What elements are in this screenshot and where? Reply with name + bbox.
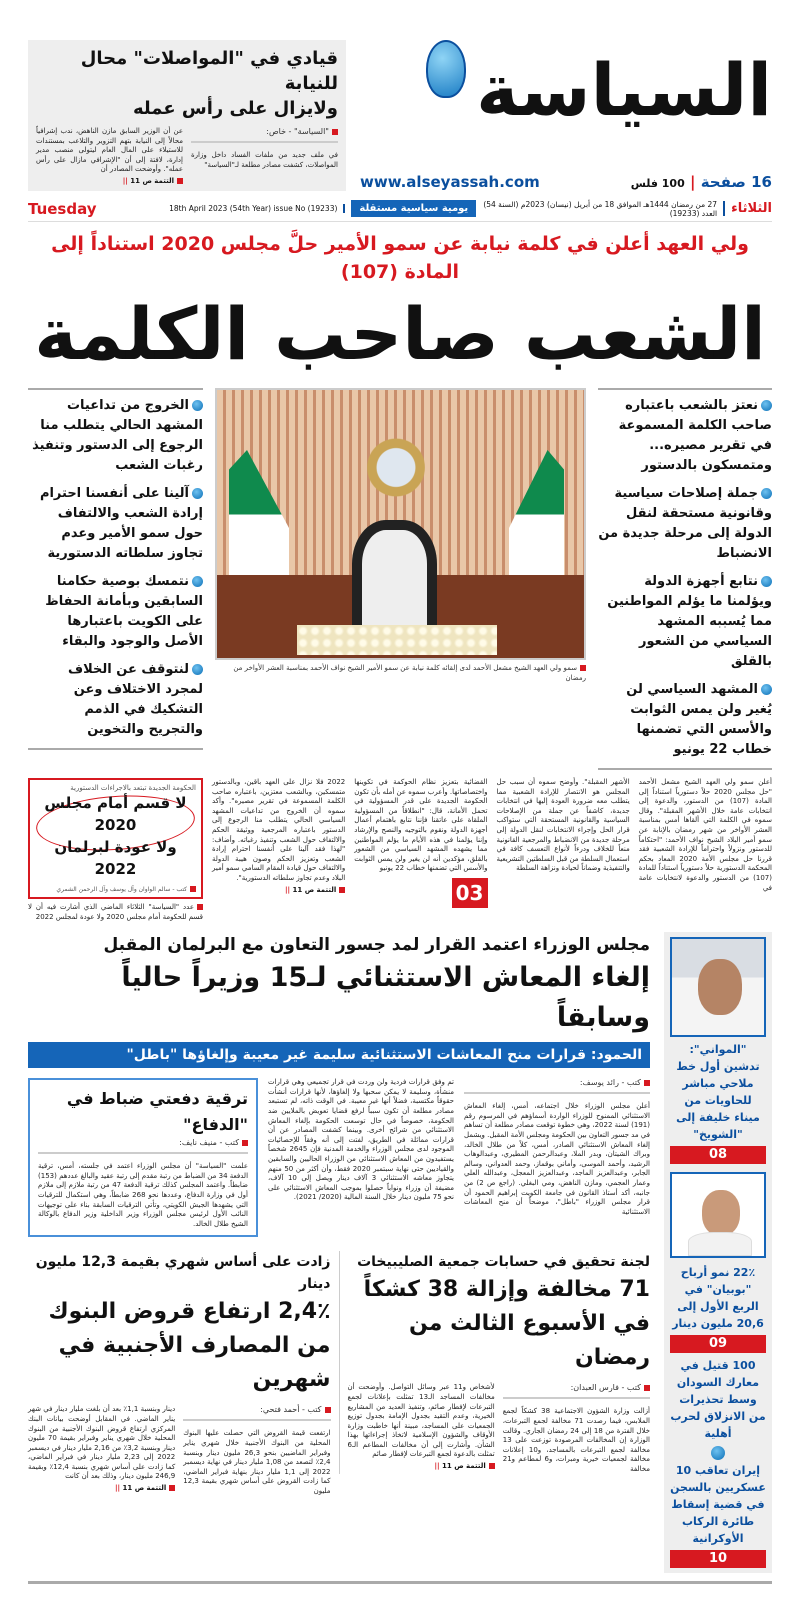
bullet-item: آلينا على أنفسنا احترام إرادة الشعب والالتفاف حول سمو الأمير وعدم تجاوز سلطاته الدستورية [39, 485, 203, 561]
kiosks-byline: كتب - فارس العبدان: [503, 1383, 650, 1399]
logo-wordmark: السياسة [476, 48, 772, 132]
archive-byline: كتب - سالم الواوان وآل يوسف وآل الرحمن الشمري [35, 886, 196, 893]
kiosks-continued[interactable]: التتمة ص 11 || [348, 1462, 495, 1470]
kiosks-body-col-1: أزالت وزارة الشؤون الاجتماعية 38 كشكاً لجمع الملابس، فيما رصدت 71 مخالفة لجمع التبرعات، خلال الفترة من 18 إلى 24 رمضان الجاري. وقالت الوزارة إن المخالفات المرصودة توزعت على 13 مخالفة لجمع التبرعات بالمساجد، و10 إعلانات مخالفة لجمعيات خيرية ومبرات، و6 لمطاعم و21 مخالفة [502, 1407, 650, 1473]
bullet-item: نتمسك بوصية حكامنا السابقين وبأمانة الحفاظ على الكويت باعتبارها الأصل والوجود والبقاء [45, 573, 203, 649]
lead-body-col-4: 2022 فلا نزال على العهد باقين، وبالدستور متمسكين، وبالشعب معتزين، باعتباره صاحب الكلمة المسموعة في تقرير مصيره". وأكد سموه أن الخروج من تداعيات المشهد السياسي الحالي يتطلب منا الرجوع إلى الدستور باعتباره المرجعية ووثيقة الحكم والالتفاف حول الشعب وتنفيذ رغباته. وأضاف: "لهذا فقد آلينا على أنفسنا احترام إرادة الشعب وتعزيز الحكم وصون هيبة الدولة والالتفاف حول قيادة المقام السامي سمو أمير البلاد وعدم تجاوز سلطاته الدستورية". [212, 777, 346, 882]
page-badge-08[interactable]: 08 [670, 1146, 766, 1164]
loans-story [28, 1251, 339, 1496]
globe-bullet-icon [761, 488, 772, 499]
lead-continued[interactable]: التتمة ص 11 || [212, 886, 345, 894]
person [352, 520, 437, 630]
defense-box[interactable] [28, 1078, 258, 1237]
globe-bullet-icon [192, 576, 203, 587]
page-badge-10[interactable]: 10 [670, 1550, 766, 1568]
sidebar [664, 932, 772, 1573]
bullet-item: جملة إصلاحات سياسية وقانونية مستحقة لنقل الدولة إلى مرحلة جديدة من الانضباط [598, 485, 772, 561]
teaser-body-right: في ملف جديد من ملفات الفساد داخل وزارة المواصلات، كشفت مصادر مطلعة لـ"السياسة" [191, 151, 338, 169]
kiosks-kicker[interactable]: لجنة تحقيق في حسابات جمعية الصليبيخات [357, 1254, 650, 1271]
bullet-item: لنتوقف عن الخلاف لمجرد الاختلاف وعن التشكيك في الذمم والتجريح والتخوين [68, 661, 203, 737]
teaser-body-left: عن أن الوزير السابق مازن الناهض، ندب إشرافياً محالاً إلى النيابة بتهم التزوير والتلاعب بمستندات للاستيلاء على المال العام ليتولى منصب مدير إدارة، لافتة إلى أن "الإشرافي مازال على رأس عمله". وأوضحت المصادر أن [36, 127, 183, 174]
masthead [28, 40, 772, 191]
flowers [297, 625, 497, 655]
loans-body-col-2: دينار وبنسبة 1,1٪ بعد أن بلغت مليار دينار في شهر يناير الماضي. في المقابل أوضحت بيانات البنك المركزي ارتفاع قروض البنوك الأجنبية من البنوك المحلية خلال شهري يناير وفبراير بقيمة 70 مليون دينار وبنسبة 3,2٪ من 2,16 مليار دينار في ديسمبر 2022 إلى 2,23 مليار دينار في فبراير الماضي، كما زادت على أساس شهري بنسبة 12,4٪ وبقيمة 246,9 مليون دينار، وذلك بعد أن كانت [28, 1405, 176, 1481]
page-badge-09[interactable]: 09 [670, 1335, 766, 1353]
bullets-right [598, 388, 772, 770]
photo-caption: سمو ولي العهد الشيخ مشعل الأحمد لدى إلقائه كلمة نيابة عن سمو الأمير الشيخ نواف الأحمد بمناسبة العشر الأواخر من رمضان [233, 663, 586, 682]
pension-headline[interactable]: إلغاء المعاش الاستثنائي لـ15 وزيراً حالياً وسابقاً [121, 962, 650, 1034]
falcon-logo-icon [426, 40, 466, 98]
sidebar-item-3[interactable]: 100 قتيل في معارك السودان وسط تحذيرات من الانزلاق لحرب أهلية [670, 1359, 766, 1441]
loans-kicker[interactable]: زادت على أساس شهري بقيمة 12,3 مليون دينار [35, 1254, 331, 1293]
archive-caption: عدد "السياسة" الثلاثاء الماضي الذي أشارت فيه أن لا قسم للحكومة أمام مجلس 2020 ولا عودة لمجلس 2022 [28, 902, 203, 921]
teaser-headline-2: ولايزال على رأس عمله [133, 98, 338, 119]
pension-bar-text[interactable]: الحمود: قرارات منح المعاشات الاستثنائية سليمة غير معيبة وإلغاؤها "باطل" [28, 1042, 650, 1068]
bullet-item: نعتز بالشعب باعتباره صاحب الكلمة المسموعة في تقرير مصيره... ومتمسكون بالدستور [618, 397, 772, 473]
bullet-item: نتابع أجهزة الدولة ويؤلمنا ما يؤلم المواطنين مما يُسببه المشهد السياسي من الشعور بالقلق [607, 573, 772, 669]
kiosks-body-col-2: لأشخاص و11 عبر وسائل التواصل. وأوضحت أن مخالفات المساجد الـ13 تمثلت بإعلانات لجمع التبرعات لإفطار صائم، وتنفيذ العديد من المشاريع الخيرية، وعدم التقيد بجدول الإمامة بجدول توزيع الجمعيات على المساجد، مبينة أنها خاطبت وزارة الأوقاف والشؤون الإسلامية لاتخاذ إجراءاتها بهذا الشأن. وأشارت إلى أن مخالفات المطاعم الـ6 تمثلت بالدعوة لجمع التبرعات لإفطار صائم [347, 1383, 495, 1459]
loans-headline-2[interactable]: من المصارف الأجنبية في شهرين [58, 1333, 331, 1393]
website-link[interactable]: www.alseyassah.com [360, 172, 540, 191]
globe-bullet-icon [761, 400, 772, 411]
loans-headline[interactable]: 2,4٪ ارتفاع قروض البنوك [48, 1299, 331, 1325]
lead-headline[interactable]: الشعب صاحب الكلمة [34, 291, 766, 376]
globe-bullet-icon [761, 576, 772, 587]
lead-kicker[interactable]: ولي العهد أعلن في كلمة نيابة عن سمو الأمير حلَّ مجلس 2020 استناداً إلى المادة (107) [51, 232, 749, 283]
globe-bullet-icon [192, 400, 203, 411]
lead-body-col-3: القضائية بتعزيز نظام الحوكمة في تكوينها واختصاصاتها. وأعرب سموه عن أمله بأن تكون الحكومة الجديدة على قدر المسؤولية في تحمل الأمانة، قال: "انطلاقاً من المسؤولية الملقاة على عاتقنا فإننا نتابع باهتمام أعمال أجهزة الدولة ونقوم بالتوجيه والنصح والإرشاد وإننا يؤلمنا في هذه الأيام ما يؤلم المواطنين مما يشهده المشهد السياسي من الشعور بالقلق، مؤكدين أنه لن يغير ولن يمس الثوابت والأسس التي تضمنها خطاب 22 يونيو [354, 777, 488, 873]
teaser-headline: قيادي في "المواصلات" محال للنيابة [80, 48, 338, 94]
kiosks-story [339, 1251, 651, 1474]
loans-body-col-1: ارتفعت قيمة القروض التي حصلت عليها البنوك المحلية من البنوك الأجنبية خلال شهري يناير وفبراير الماضيين بنحو 26,3 مليون دينار وبنسبة 2,4٪ لتصعد من 1,08 مليار دينار في نهاية ديسمبر 2022 إلى 1,1 مليار دينار بنهاية فبراير الماضي، كما زادت القروض على أساس شهري بقيمة 12,3 مليون [183, 1429, 331, 1495]
page-badge-03[interactable]: 03 [452, 878, 488, 908]
logo [360, 40, 772, 191]
lead-photo[interactable] [215, 388, 586, 660]
defense-byline: كتب - منيف نايف: [38, 1138, 248, 1154]
sidebar-photo-2[interactable] [670, 1172, 766, 1258]
pension-body-col-2: تم وفق قرارات فردية ولن وردت في قرار تجميعي وهي قرارات منشأة، وسليمة لا يمكن سحبها ولا إلغاؤها، لأنها قرارات أنشأت حقوقاً مكتسبة، فضلاً أنها غير معيبة. في الوقت ذاته، لم تستبعد مصادر مطلعة أن تكون سبباً لرفع قضايا تعويض بالملايين ضد الحكومة، خصوصاً في حال توسعت الحكومة بإلغاء المعاش الاستثنائي من شرائح أخرى. وبينما كشفت المصادر عن أن قرارات مماثلة في الطريق، لفتت إلى أنه وفقاً للإحصائيات الموجود لدى مجلس الوزراء والخدمة المدنية فإن 2645 شخصاً يستفيدون من المعاش الاستثنائي من الوزراء الحاليين والسابقين والقياديين حتى نهاية سبتمبر 2020 فقط، وأن أكثر من 50 منهم يتجاوز معاشه الاستثنائي 3 آلاف دينار ويصل إلى 10 آلاف، مضيفة أن وزراء ونواباً حصلوا بموجب المعاش الاستثنائي على نحو 75 مليون دينار خلال السنة المالية (2020/ 2021). [268, 1078, 455, 1202]
sidebar-item-2[interactable]: 22٪ نمو أرباح "بوبيان" في الربع الأول إلى 20,6 مليون دينار [672, 1266, 764, 1331]
loans-byline: كتب - أحمد فتحي: [183, 1405, 330, 1421]
loans-continued[interactable]: التتمة ص 11 || [28, 1484, 175, 1492]
lead-body-col-1: أعلن سمو ولي العهد الشيخ مشعل الأحمد "حل مجلس 2020 حلاً دستورياً استناداً إلى المادة (107) من الدستور، والدعوة إلى انتخابات عامة خلال الأشهر المقبلة". وقال سموه في الكلمة التي ألقاها أمس بمناسبة العشر الأواخر من شهر رمضان بالإنابة عن سمو أمير البلاد الشيخ نواف الأحمد: "احتكاماً للدستور ونزولاً واحتراماً للإرادة الشعبية فقد قررنا حل مجلس الأمة 2020 المعاد بحكم المحكمة الدستورية حلاً دستورياً استناداً للمادة (107) من الدستور والدعوة لانتخابات عامة في [638, 777, 772, 892]
kuwait-emblem [367, 430, 425, 505]
day-en: Tuesday [27, 199, 97, 218]
archive-headline: لا قسم أمام مجلس 2020 [44, 793, 187, 834]
sidebar-item-4[interactable]: إيران تعاقب 10 عسكريين بالسجن في قضية إسقاط طائرة الركاب الأوكرانية [670, 1463, 766, 1545]
bullets-left [28, 388, 203, 750]
globe-bullet-icon [192, 664, 203, 675]
day-ar: الثلاثاء [723, 201, 772, 216]
bullet-item: الخروج من تداعيات المشهد الحالي يتطلب منا الرجوع إلى الدستور وتنفيذ رغبات الشعب [32, 397, 203, 473]
archive-headline-2: ولا عودة لبرلمان 2022 [54, 837, 177, 878]
pension-body-col-1: أعلن مجلس الوزراء خلال اجتماعه، أمس، إلغاء المعاش الاستثنائي الممنوح للوزراء الواردة أسماؤهم في المرسوم رقم (191) لسنة 2022، وهي خطوة توقعت مصادر مطلعة أن تساهم في مد جسور التعاون بين الحكومة ومجلس الأمة المقبل. ويشمل إلغاء المعاش الاستثنائي الصادر، أمس، كلاً من طلال الخالد، وبراك الشيتان، وبدر الملا، وعبدالرحمن المطيري، وعبدالوهاب الرشيد، وأحمد الموسى، وأماني بوقماز، وحمد العدواني، وسالم الجابر، وعبدالعزيز الماجد، وعبدالعزيز المعجل، وعبدالله العلي وعمار العجمي، ومازن الناهض، ومي البغلي. (راجع ص 2) من جانبه، أكد أستاذ القانون في جامعة الكويت إبراهيم الحمود أن قرار مجلس الوزراء "باطل"، موضحاً أن منح المعاشات الاستثنائية [464, 1102, 650, 1216]
sidebar-item-1[interactable]: "المواني": تدشين أول خط ملاحي مباشر للحاويات من ميناء خليفة إلى "الشويخ" [676, 1043, 760, 1142]
defense-body: علمت "السياسة" أن مجلس الوزراء اعتمد في جلسته، أمس، ترقية الدفعة 34 من الضباط من رتبة مقدم إلى رتبة عقيد والبالغ عددهم (153) ضابطاً. واعتمد المجلس كذلك ترقية الدفعة 47 من رتبة ملازم إلى ملازم أول في وزارة الدفاع، وعددها نحو 268 ضابطاً، وهي استكمال للترقيات التي يشهدها الجيش الكويتي، وتأتي الترقيات السابقة بناء على توجيهات النائب الأول لرئيس مجلس الوزراء وزير الداخلية وزير الدفاع بالوكالة الشيخ طلال الخالد. [38, 1162, 249, 1228]
sidebar-photo-1[interactable] [670, 937, 766, 1037]
date-ar: 27 من رمضان 1444هـ الموافق 18 من أبريل (نيسان) 2023م (السنة 54) العدد (19233) [483, 199, 718, 218]
teaser-continued[interactable]: التتمة ص 11 || [36, 177, 183, 185]
pension-kicker[interactable]: مجلس الوزراء اعتمد القرار لمد جسور التعاون مع البرلمان المقبل [103, 935, 650, 956]
price-info: 16 صفحة | 100 فلس [630, 172, 772, 191]
globe-bullet-icon [761, 684, 772, 695]
archive-box[interactable] [28, 778, 203, 899]
kiosks-headline-2[interactable]: في الأسبوع الثالث من رمضان [408, 1311, 650, 1371]
teaser-box[interactable] [28, 40, 346, 191]
teaser-byline: "السياسة" - خاص: [191, 127, 338, 143]
lead-body-col-2: الأشهر المقبلة". وأوضح سموه أن سبب حل المجلس هو الانتصار للإرادة الشعبية مما يتطلب معه ضرورة العودة إليها في انتخابات جديدة، كاشفاً عن جملة من الإصلاحات السياسية والقانونية المستحقة التي ستواكب قرار الحل وإجراء الانتخابات لنقل الدولة إلى مرحلة جديدة من الانضباط والمرجعية القانونية منعاً للخلاف ودرءاً لأنواع التعسف كافة في استعمال السلطة من قبل السلطتين التشريعية والتنفيذية وضماناً لحيادة ونزاهة السلطة [496, 777, 630, 873]
pension-byline: كتب - رائد يوسف: [464, 1078, 650, 1094]
kiosks-headline[interactable]: 71 مخالفة وإزالة 38 كشكاً [363, 1277, 650, 1303]
archive-kicker: الحكومة الجديدة تبتعد بالاجراءات الدستورية [70, 783, 196, 792]
bullet-item: المشهد السياسي لن يُغير ولن يمس الثوابت والأسس التي تضمنها خطاب 22 يونيو [626, 681, 772, 757]
tagline: يومية سياسية مستقلة [351, 200, 476, 217]
date-en: 18th April 2023 (54th Year) issue No (19233) [103, 204, 346, 213]
globe-bullet-icon [192, 488, 203, 499]
globe-icon [711, 1446, 725, 1460]
defense-headline: ترقية دفعتي ضباط في "الدفاع" [66, 1089, 248, 1135]
bottom-rule [28, 1581, 772, 1584]
date-bar [28, 197, 772, 222]
